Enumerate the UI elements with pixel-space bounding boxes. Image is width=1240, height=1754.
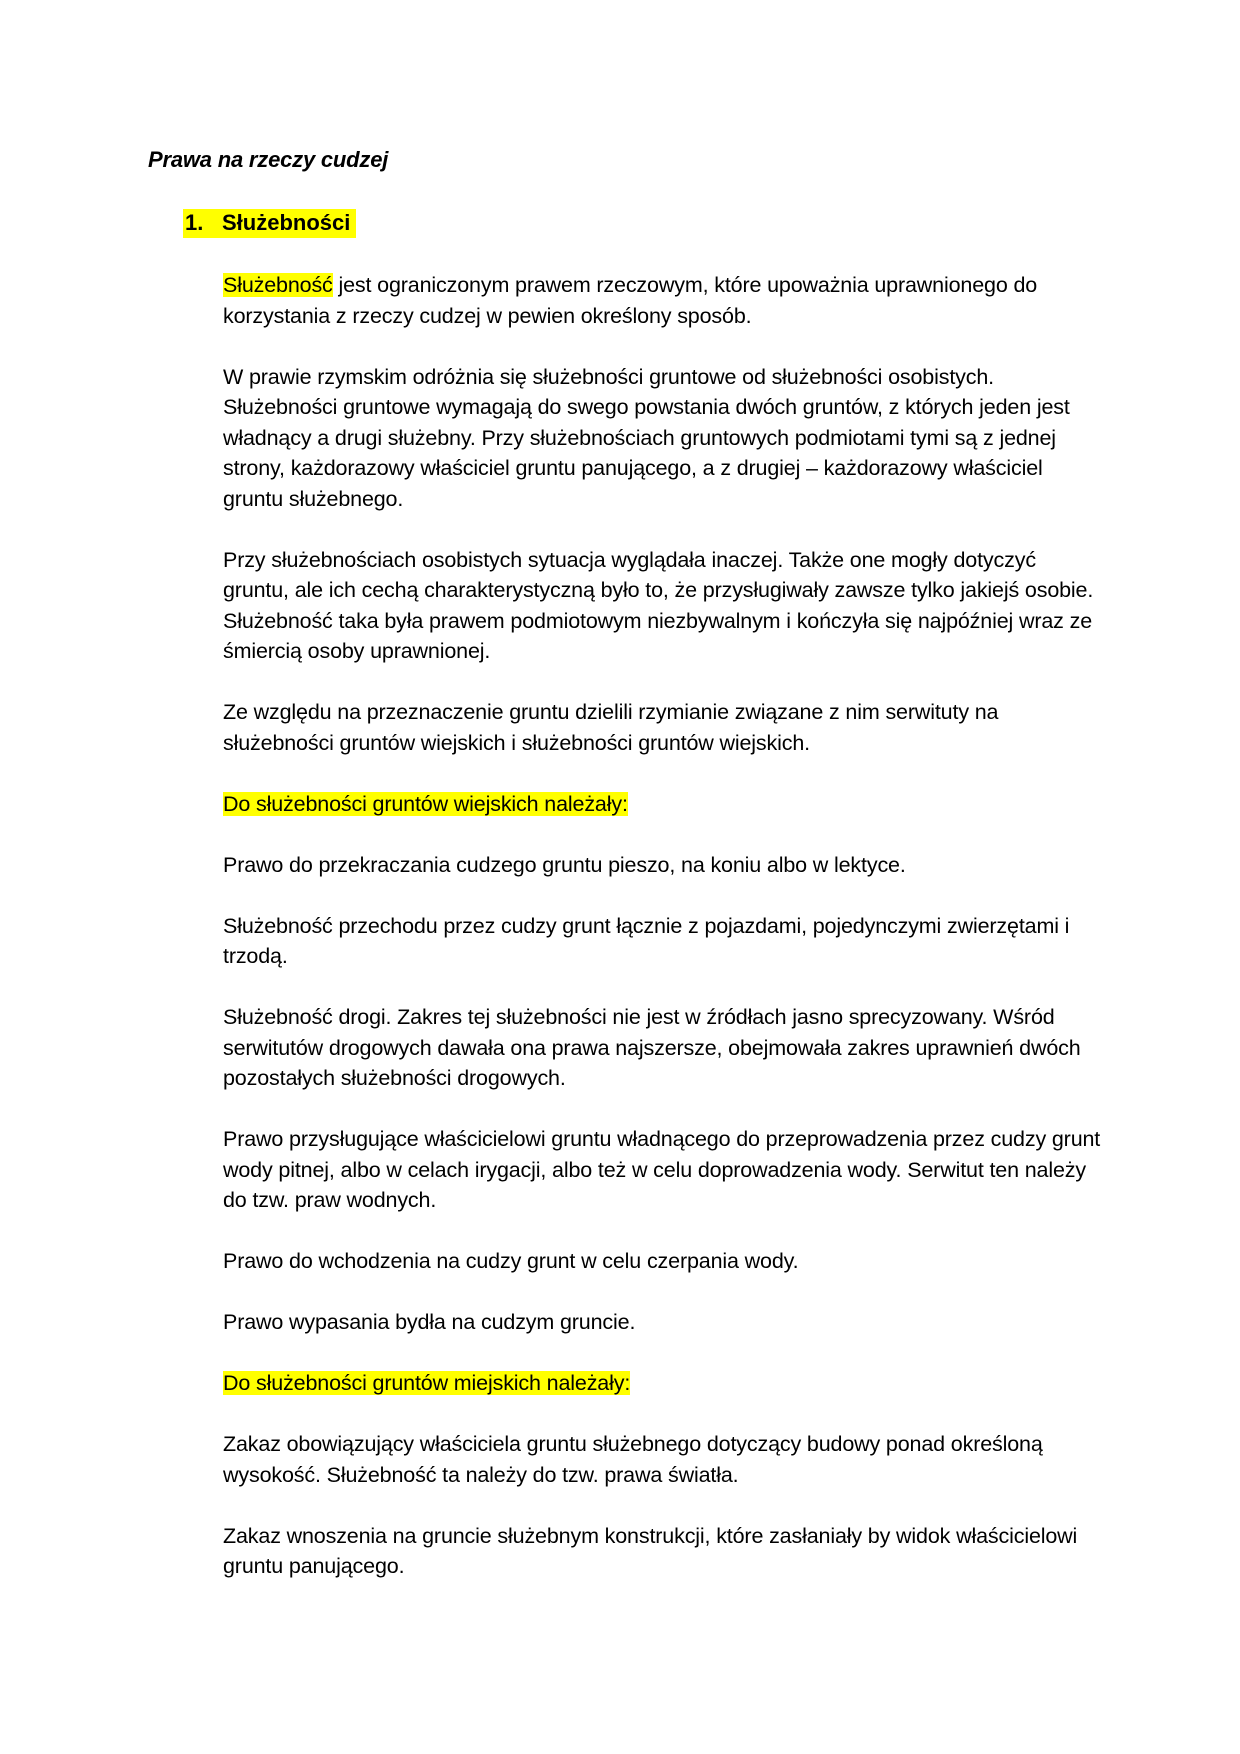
paragraph-personal: Przy służebnościach osobistych sytuacja wyglądała inaczej. Także one mogły dotyczyć gruntu, ale ich cechą charakterystyczną było to, że przysługiwały zawsze tylko jakiejś osobie. Służebność taka była prawem podmiotowym niezbywalnym i kończyła się najpóźniej wraz ze śmiercią osoby uprawnionej. (223, 547, 1094, 663)
definition-text: jest ograniczonym prawem rzeczowym, które upoważnia uprawnionego do korzystania z rzeczy cudzej w pewien określony sposób. (223, 273, 1038, 328)
urban-item: Zakaz obowiązujący właściciela gruntu służebnego dotyczący budowy ponad określoną wysokość. Służebność ta należy do tzw. prawa światła. (223, 1432, 1043, 1487)
document-body (223, 270, 1103, 1612)
document-title: Prawa na rzeczy cudzej (148, 147, 389, 172)
paragraph-praedial: W prawie rzymskim odróżnia się służebności gruntowe od służebności osobistych. Służebności gruntowe wymagają do swego powstania dwóch gruntów, z których jeden jest władnący a drugi służebny. Przy służebnościach gruntowych podmiotami tymi są z jednej strony, każdorazowy właściciel gruntu panującego, a z drugiej – każdorazowy właściciel gruntu służebnego. (223, 364, 1070, 511)
paragraph-definition (223, 270, 1103, 331)
urban-heading (223, 1368, 1103, 1399)
urban-heading-text: Do służebności gruntów miejskich należały: (223, 1371, 631, 1395)
section-number: 1. (185, 210, 204, 235)
section-heading (183, 209, 356, 238)
rural-item: Służebność drogi. Zakres tej służebności nie jest w źródłach jasno sprecyzowany. Wśród serwitutów drogowych dawała ona prawa najszersze, obejmowała zakres uprawnień dwóch pozostałych służebności drogowych. (223, 1005, 1081, 1090)
rural-item: Prawo do przekraczania cudzego gruntu pieszo, na koniu albo w lektyce. (223, 852, 906, 877)
section-label: Służebności (222, 210, 351, 235)
rural-item: Prawo wypasania bydła na cudzym gruncie. (223, 1310, 636, 1334)
rural-heading (223, 789, 1103, 820)
paragraph-division: Ze względu na przeznaczenie gruntu dzielili rzymianie związane z nim serwituty na służebności gruntów wiejskich i służebności gruntów wiejskich. (223, 700, 999, 755)
rural-item: Prawo przysługujące właścicielowi gruntu władnącego do przeprowadzenia przez cudzy grunt wody pitnej, albo w celach irygacji, albo też w celu doprowadzenia wody. Serwitut ten należy do tzw. praw wodnych. (223, 1127, 1101, 1212)
highlighted-term: Służebność (223, 273, 333, 297)
rural-heading-text: Do służebności gruntów wiejskich należały: (223, 791, 628, 816)
rural-item: Służebność przechodu przez cudzy grunt łącznie z pojazdami, pojedynczymi zwierzętami i trzodą. (223, 913, 1070, 968)
rural-item: Prawo do wchodzenia na cudzy grunt w celu czerpania wody. (223, 1249, 799, 1273)
urban-item: Zakaz wnoszenia na gruncie służebnym konstrukcji, które zasłaniały by widok właścicielowi gruntu panującego. (223, 1523, 1078, 1578)
